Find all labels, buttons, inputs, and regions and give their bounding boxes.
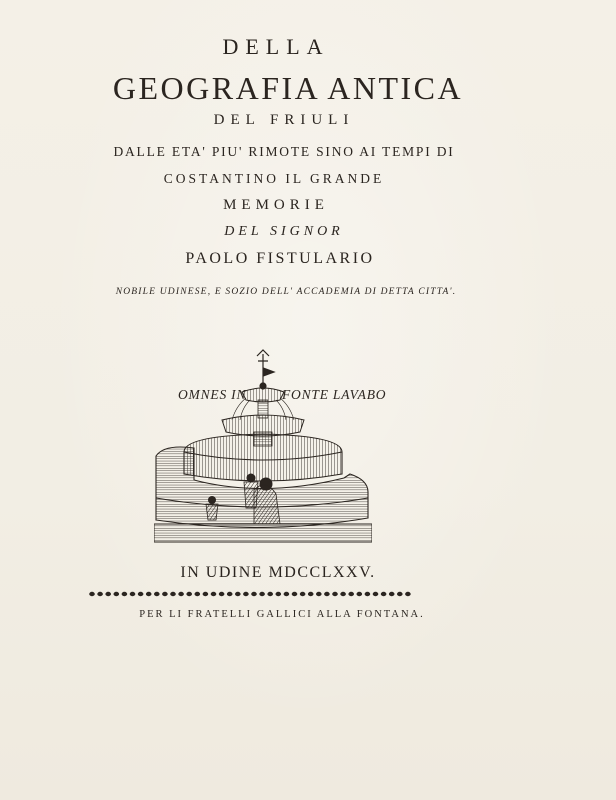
ornament-fleuron [243,592,249,596]
ornament-fleuron [130,592,136,596]
imprint-place-date: IN UDINE MDCCLXXV. [180,564,376,581]
ornament-fleuron [373,592,379,596]
ornament-fleuron [405,592,411,596]
ornament-fleuron [219,592,225,596]
ornament-fleuron [292,592,298,596]
ornament-fleuron [348,592,354,596]
ornament-fleuron [308,592,314,596]
ornament-fleuron [89,592,95,596]
ornament-fleuron [186,592,192,596]
heading-del-signor: DEL SIGNOR [224,224,344,239]
fountain-woodcut [154,348,372,544]
ornament-fleuron [300,592,306,596]
ornament-fleuron [259,592,265,596]
ornament-fleuron [276,592,282,596]
ornament-fleuron [170,592,176,596]
ornament-fleuron [114,592,120,596]
ornament-fleuron [381,592,387,596]
title-del-friuli: DEL FRIULI [213,112,355,128]
ornament-fleuron [195,592,201,596]
ornament-fleuron [162,592,168,596]
heading-della: DELLA [222,34,330,59]
ornament-fleuron [178,592,184,596]
ornament-fleuron [154,592,160,596]
ornament-fleuron [397,592,403,596]
imprint-printer: PER LI FRATELLI GALLICI ALLA FONTANA. [139,609,425,620]
ornament-fleuron [235,592,241,596]
ornament-fleuron [267,592,273,596]
ornament-fleuron [365,592,371,596]
ornament-fleuron [146,592,152,596]
author-name: PAOLO FISTULARIO [185,250,375,267]
ornamental-rule [88,589,416,599]
ornament-fleuron [340,592,346,596]
ornament-fleuron [122,592,128,596]
ornament-fleuron [389,592,395,596]
motto-left: OMNES IN [178,387,247,402]
ornament-fleuron [324,592,330,596]
ornament-fleuron [316,592,322,596]
ornament-fleuron [138,592,144,596]
heading-memorie: MEMORIE [223,197,329,213]
motto-right: FONTE LAVABO [282,387,387,402]
author-description: NOBILE UDINESE, E SOZIO DELL' ACCADEMIA DI DETTA CITTA'. [115,287,457,297]
ornament-fleuron [357,592,363,596]
subtitle-line-2: COSTANTINO IL GRANDE [163,171,385,186]
ornament-fleuron [251,592,257,596]
ornament-fleuron [211,592,217,596]
ornament-fleuron [284,592,290,596]
main-title: GEOGRAFIA ANTICA [112,70,464,106]
ornament-fleuron [97,592,103,596]
ornament-fleuron [105,592,111,596]
ornament-fleuron [332,592,338,596]
ornament-fleuron [227,592,233,596]
subtitle-line-1: DALLE ETA' PIU' RIMOTE SINO AI TEMPI DI [113,144,455,159]
ornament-fleuron [203,592,209,596]
